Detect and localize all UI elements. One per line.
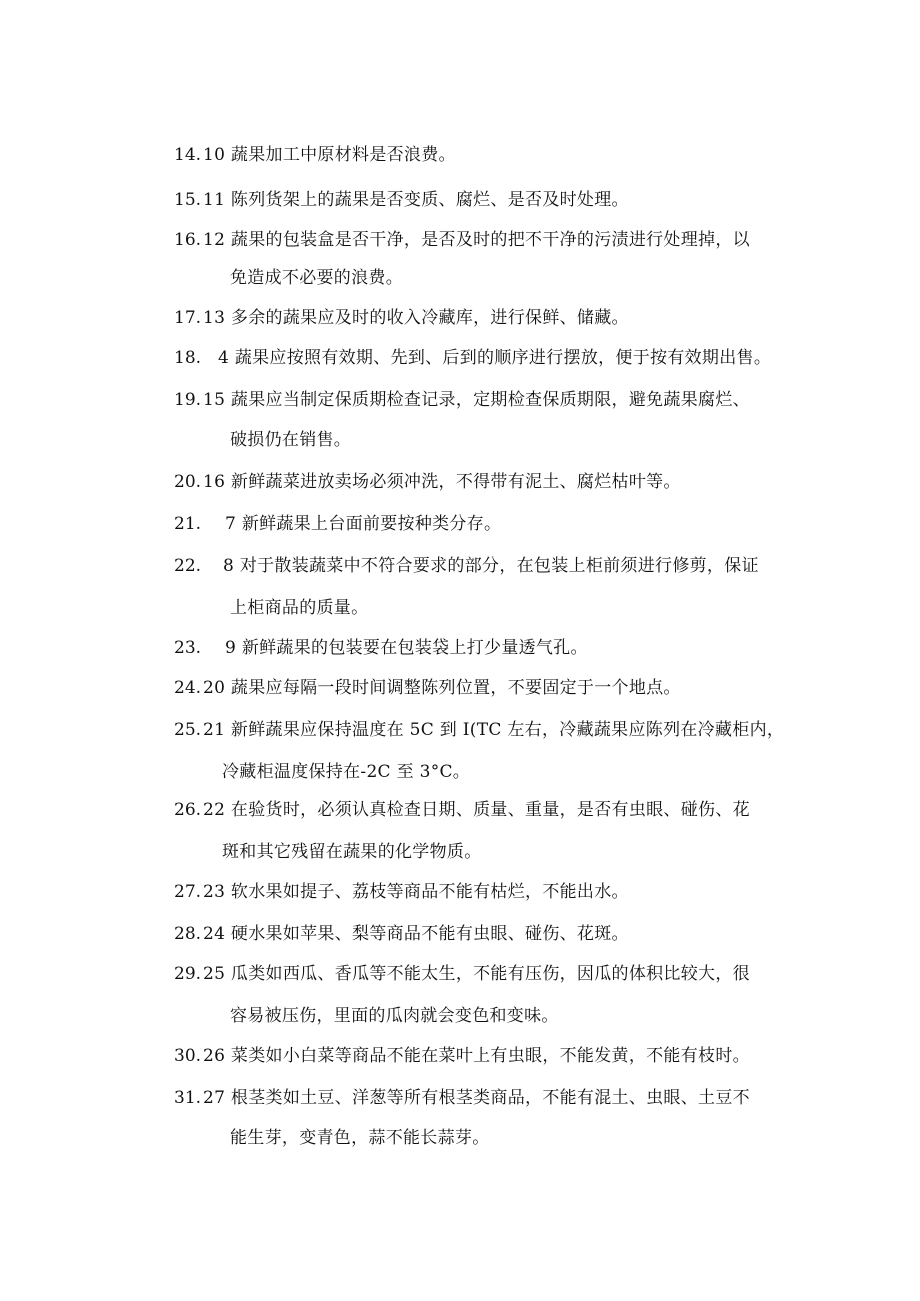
item-text: 16 新鲜蔬菜进放卖场必须冲洗，不得带有泥土、腐烂枯叶等。 [203,472,681,492]
item-number: 18. [174,348,202,368]
item-number: 27. [174,882,202,902]
item-text: 9 新鲜蔬果的包装要在包装袋上打少量透气孔。 [225,638,588,658]
item-number: 25. [174,720,202,740]
item-number: 16. [174,230,202,250]
item-text-continued: 免造成不必要的浪费。 [230,268,403,288]
item-number: 15. [174,190,202,210]
item-text: 12 蔬果的包装盒是否干净，是否及时的把不干净的污渍进行处理掉，以 [203,230,750,250]
item-number: 31. [174,1088,202,1108]
item-text: 24 硬水果如苹果、梨等商品不能有虫眼、碰伤、花斑。 [203,924,629,944]
item-text: 26 菜类如小白菜等商品不能在菜叶上有虫眼，不能发黄，不能有枝时。 [203,1046,750,1066]
item-number: 23. [174,638,202,658]
item-text: 20 蔬果应每隔一段时间调整陈列位置，不要固定于一个地点。 [203,678,681,698]
item-text-continued: 上柜商品的质量。 [230,598,369,618]
item-text: 13 多余的蔬果应及时的收入冷藏库，进行保鲜、储藏。 [203,308,629,328]
item-text-continued: 冷藏柜温度保持在-2C 至 3°C。 [222,762,471,782]
item-text-continued: 能生芽，变青色，蒜不能长蒜芽。 [230,1128,490,1148]
item-number: 26. [174,800,202,820]
item-number: 21. [174,514,202,534]
item-number: 17. [174,308,202,328]
item-number: 19. [174,390,202,410]
item-text: 8 对于散装蔬菜中不符合要求的部分，在包装上柜前须进行修剪，保证 [223,556,759,576]
item-text: 21 新鲜蔬果应保持温度在 5C 到 I(TC 左右，冷藏蔬果应陈列在冷藏柜内， [203,720,785,740]
item-number: 20. [174,472,202,492]
item-text-continued: 容易被压伤，里面的瓜肉就会变色和变味。 [230,1006,559,1026]
item-number: 29. [174,964,202,984]
item-number: 14. [174,145,202,165]
item-text: 4 蔬果应按照有效期、先到、后到的顺序进行摆放，便于按有效期出售。 [218,348,772,368]
item-text: 11 陈列货架上的蔬果是否变质、腐烂、是否及时处理。 [203,190,629,210]
item-number: 24. [174,678,202,698]
item-text: 10 蔬果加工中原材料是否浪费。 [203,145,456,165]
item-text: 27 根茎类如土豆、洋葱等所有根茎类商品，不能有混土、虫眼、土豆不 [203,1088,750,1108]
item-text: 23 软水果如提子、荔枝等商品不能有枯烂，不能出水。 [203,882,629,902]
item-text: 25 瓜类如西瓜、香瓜等不能太生，不能有压伤，因瓜的体积比较大，很 [203,964,750,984]
item-number: 30. [174,1046,202,1066]
item-number: 28. [174,924,202,944]
item-text-continued: 斑和其它残留在蔬果的化学物质。 [222,842,482,862]
item-text: 22 在验货时，必须认真检查日期、质量、重量，是否有虫眼、碰伤、花 [203,800,750,820]
item-number: 22. [174,556,202,576]
item-text-continued: 破损仍在销售。 [230,430,352,450]
item-text: 7 新鲜蔬果上台面前要按种类分存。 [225,514,502,534]
item-text: 15 蔬果应当制定保质期检查记录，定期检查保质期限，避免蔬果腐烂、 [203,390,750,410]
